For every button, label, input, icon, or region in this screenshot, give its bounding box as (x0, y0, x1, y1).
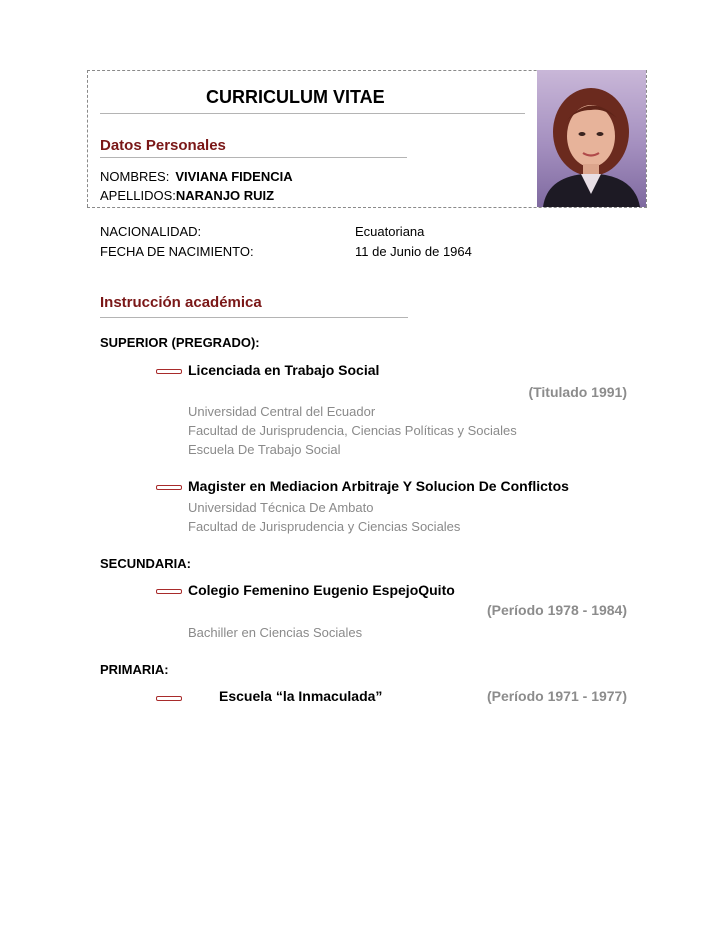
secondary-detail: Bachiller en Ciencias Sociales (188, 625, 363, 640)
personal-rule (100, 157, 407, 158)
primary-school: Escuela “la Inmaculada” (219, 688, 383, 704)
degree-1-detail: Escuela De Trabajo Social (188, 442, 341, 457)
bullet-icon (156, 485, 182, 490)
names-row (100, 168, 293, 186)
names-value: VIVIANA FIDENCIA (175, 169, 293, 184)
frame-bottom (87, 207, 647, 208)
degree-1-title: Licenciada en Trabajo Social (188, 362, 380, 378)
secondary-label: SECUNDARIA: (100, 556, 191, 571)
bullet-icon (156, 696, 182, 701)
personal-heading: Datos Personales (100, 137, 226, 154)
names-label: NOMBRES: (100, 169, 170, 184)
secondary-school: Colegio Femenino Eugenio EspejoQuito (188, 582, 455, 598)
education-rule (100, 317, 408, 318)
title-rule (100, 113, 525, 114)
primary-period: (Período 1971 - 1977) (486, 688, 627, 704)
secondary-period: (Período 1978 - 1984) (486, 602, 627, 618)
degree-2-title: Magister en Mediacion Arbitraje Y Solucion De Conflictos (188, 478, 569, 494)
primary-label: PRIMARIA: (100, 662, 169, 677)
surnames-label: APELLIDOS: (100, 188, 176, 203)
page-title: CURRICULUM VITAE (206, 87, 385, 107)
bullet-icon (156, 589, 182, 594)
frame-right (646, 70, 647, 207)
portrait-image (537, 70, 646, 207)
nationality-value: Ecuatoriana (355, 224, 425, 239)
surnames-value: NARANJO RUIZ (175, 188, 275, 203)
degree-1-period: (Titulado 1991) (528, 384, 627, 400)
education-heading: Instrucción académica (100, 294, 262, 311)
bullet-icon (156, 369, 182, 374)
superior-label: SUPERIOR (PREGRADO): (100, 335, 260, 350)
frame-left (87, 70, 88, 207)
birth-value: 11 de Junio de 1964 (355, 244, 472, 259)
nationality-label: NACIONALIDAD: (100, 224, 202, 239)
degree-2-detail: Facultad de Jurisprudencia y Ciencias Sociales (188, 519, 461, 534)
degree-1-detail: Universidad Central del Ecuador (188, 404, 376, 419)
surnames-row (100, 187, 274, 205)
birth-label: FECHA DE NACIMIENTO: (100, 244, 254, 259)
degree-1-detail: Facultad de Jurisprudencia, Ciencias Políticas y Sociales (188, 423, 517, 438)
portrait-photo (537, 70, 646, 207)
degree-2-detail: Universidad Técnica De Ambato (188, 500, 374, 515)
